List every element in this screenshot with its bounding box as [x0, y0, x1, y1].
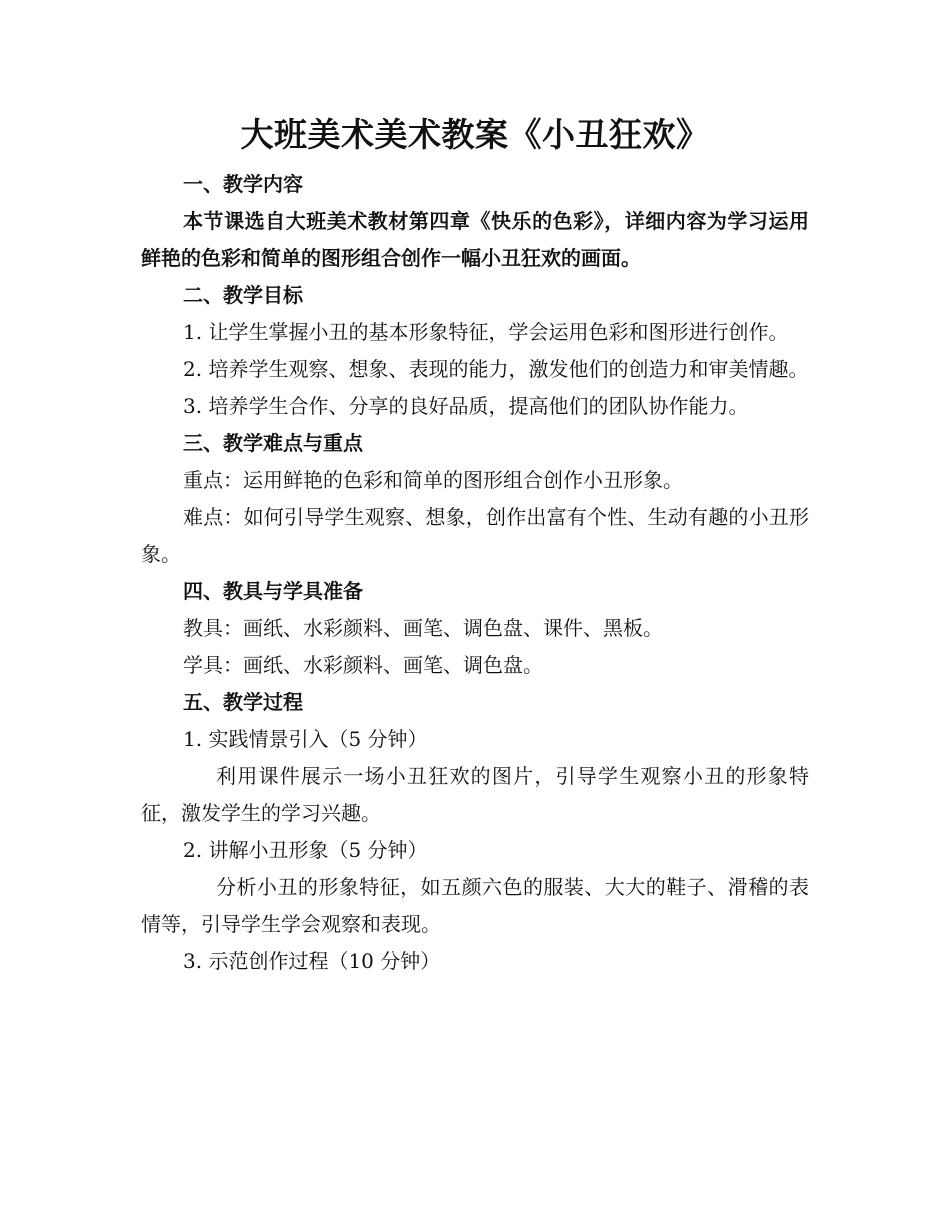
objective-item-3: 3. 培养学生合作、分享的良好品质，提高他们的团队协作能力。 — [183, 394, 749, 418]
process-step-2-text: 分析小丑的形象特征，如五颜六色的服装、大大的鞋子、滑稽的表情等，引导学生学会观察和表现。 — [141, 875, 809, 936]
section-paragraph-content: 本节课选自大班美术教材第四章《快乐的色彩》，详细内容为学习运用鲜艳的色彩和简单的图形组合创作一幅小丑狂欢的画面。 — [141, 209, 809, 270]
section-heading-process: 五、教学过程 — [183, 690, 303, 714]
process-step-2-title: 2. 讲解小丑形象（5 分钟） — [183, 838, 428, 862]
teacher-tools-text: 教具：画纸、水彩颜料、画笔、调色盘、课件、黑板。 — [183, 616, 663, 640]
process-step-1-title: 1. 实践情景引入（5 分钟） — [183, 727, 428, 751]
document-body — [141, 110, 809, 980]
section-heading-tools: 四、教具与学具准备 — [183, 579, 363, 603]
section-heading-key-difficult: 三、教学难点与重点 — [183, 431, 363, 455]
student-tools-text: 学具：画纸、水彩颜料、画笔、调色盘。 — [183, 653, 543, 677]
key-point-text: 重点：运用鲜艳的色彩和简单的图形组合创作小丑形象。 — [183, 468, 683, 492]
process-step-3-title: 3. 示范创作过程（10 分钟） — [183, 949, 441, 973]
section-heading-content: 一、教学内容 — [183, 172, 303, 196]
document-title: 大班美术美术教案《小丑狂欢》 — [240, 115, 710, 154]
objective-item-2: 2. 培养学生观察、想象、表现的能力，激发他们的创造力和审美情趣。 — [183, 357, 809, 381]
objective-item-1: 1. 让学生掌握小丑的基本形象特征，学会运用色彩和图形进行创作。 — [183, 320, 789, 344]
section-heading-objectives: 二、教学目标 — [183, 283, 303, 307]
difficulty-text: 难点：如何引导学生观察、想象，创作出富有个性、生动有趣的小丑形象。 — [141, 505, 809, 566]
process-step-1-text: 利用课件展示一场小丑狂欢的图片，引导学生观察小丑的形象特征，激发学生的学习兴趣。 — [141, 764, 809, 825]
